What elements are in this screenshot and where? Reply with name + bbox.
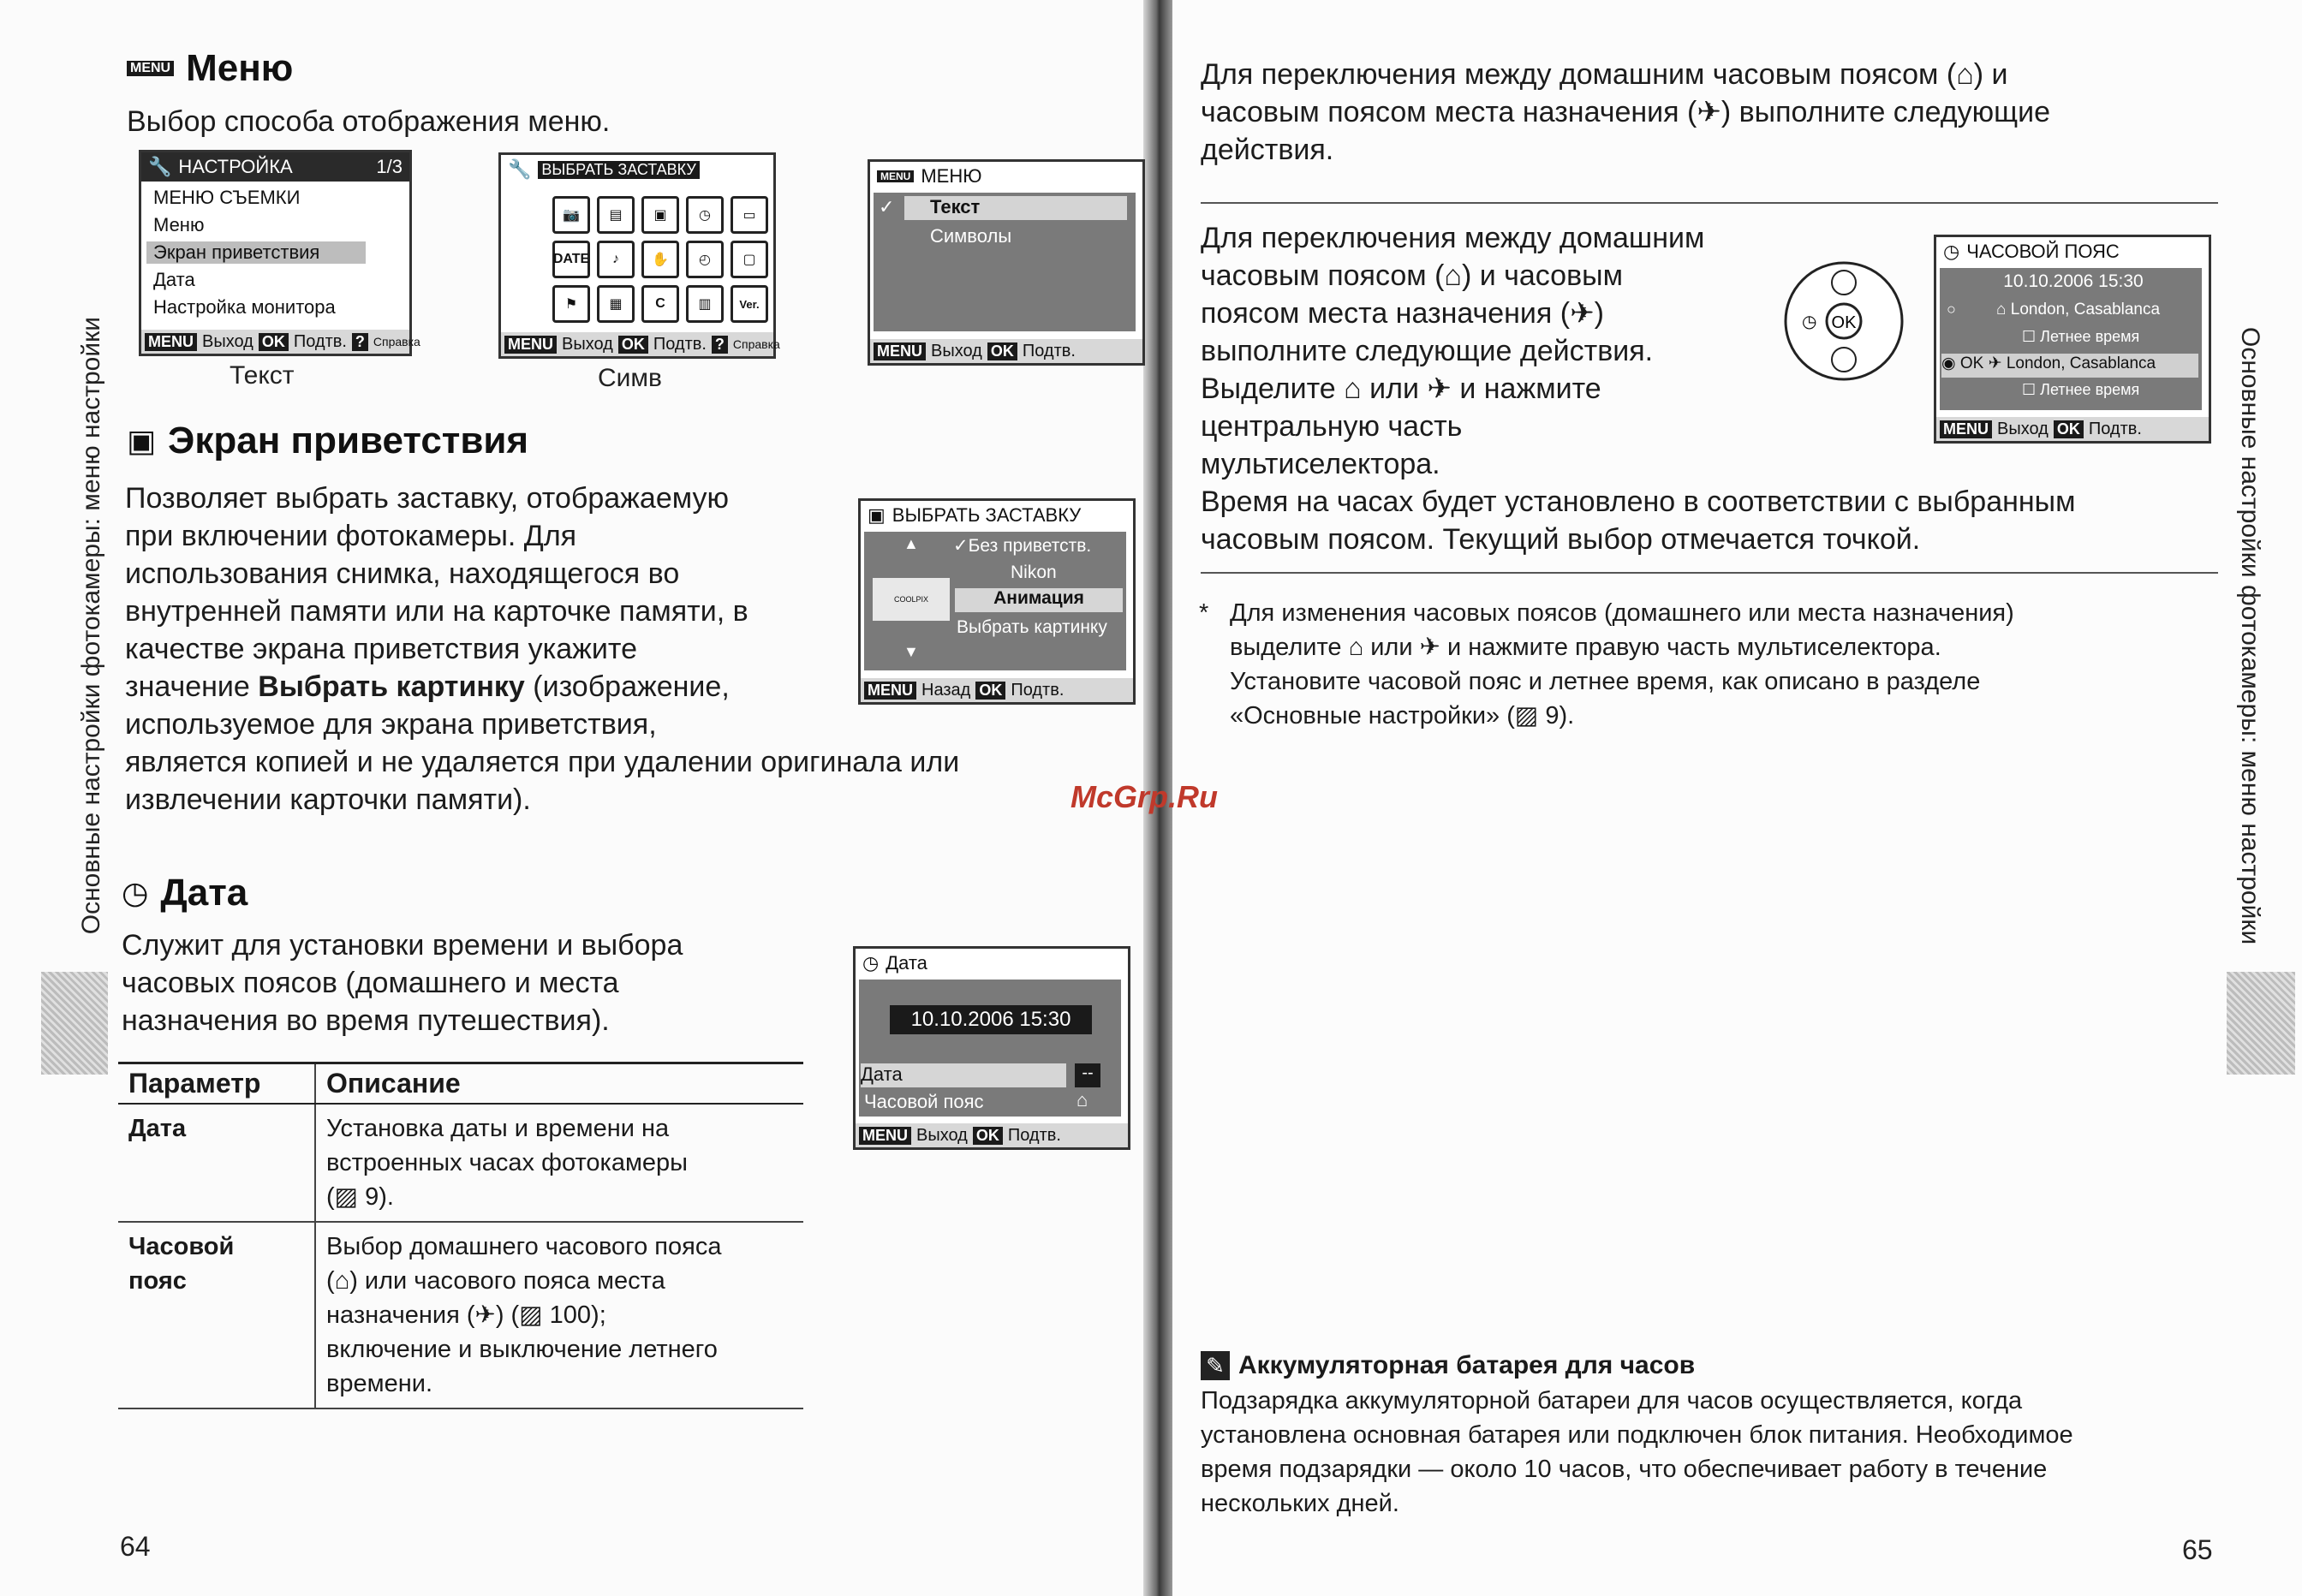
svg-text:◷: ◷ bbox=[1802, 311, 1817, 331]
date-heading bbox=[122, 872, 247, 914]
desc-line: встроенных часах фотокамеры bbox=[326, 1149, 689, 1176]
dst-label: Летнее время bbox=[2040, 381, 2140, 398]
menu-icon: MENU bbox=[877, 170, 914, 182]
table-row bbox=[118, 1222, 803, 1408]
home-icon: ⌂ bbox=[1956, 58, 1974, 91]
home-icon: ⌂ bbox=[334, 1267, 350, 1295]
page-number-right: 65 bbox=[2182, 1534, 2213, 1565]
version-icon: Ver. bbox=[731, 285, 768, 323]
footer-text: Выход bbox=[562, 334, 613, 354]
desc-line: (⌂) или часового пояса места bbox=[326, 1267, 665, 1295]
wrench-icon: 🔧 bbox=[148, 156, 172, 177]
watermark: McGrp.Ru bbox=[1070, 779, 1219, 814]
tz-home-label: London, Casablanca bbox=[2010, 301, 2161, 319]
text-line: время подзарядки — около 10 часов, что обеспечивает работу в течение bbox=[1201, 1456, 2048, 1483]
footer-text: Назад bbox=[921, 680, 971, 700]
page-ref-icon: ▨ bbox=[1514, 702, 1539, 730]
home-icon: ⌂ bbox=[1076, 1089, 1088, 1111]
tz-dest-label: London, Casablanca bbox=[2006, 354, 2156, 372]
footer-text: Выход bbox=[916, 1125, 968, 1145]
time-zone-screen bbox=[1934, 235, 2211, 444]
ok-button-tag: OK bbox=[973, 1127, 1003, 1145]
tz-dst: ☐ Летнее время bbox=[2022, 328, 2140, 345]
desc-line: назначения (✈) (▨ 100); bbox=[326, 1301, 606, 1329]
date-screen-header: Дата bbox=[886, 952, 927, 974]
screen1-item: Дата bbox=[153, 269, 195, 290]
text-line: при включении фотокамеры. Для bbox=[125, 520, 577, 552]
text-fragment: значение bbox=[125, 670, 259, 703]
param-line: Часовой bbox=[128, 1233, 235, 1260]
ok-button-tag: OK bbox=[987, 342, 1017, 360]
footer-text: Подтв. bbox=[293, 331, 347, 351]
flag-icon: ⚑ bbox=[552, 285, 590, 323]
pencil-icon: ✎ bbox=[1201, 1351, 1230, 1380]
screen3-item: Текст bbox=[930, 196, 981, 217]
welcome-option: Выбрать картинку bbox=[957, 617, 1107, 637]
checkmark-icon: ✓ bbox=[879, 196, 895, 217]
plane-icon: ✈ bbox=[1419, 634, 1440, 661]
video-icon: ▥ bbox=[686, 285, 724, 323]
desc-line: (▨ 9). bbox=[326, 1183, 394, 1211]
text-fragment: (изображение, bbox=[524, 670, 730, 703]
text-line: выделите ⌂ или ✈ и нажмите правую часть мультиселектора. bbox=[1230, 634, 1941, 661]
wrench-icon: 🔧 bbox=[508, 158, 532, 180]
option-label: Без приветств. bbox=[968, 536, 1092, 556]
screen4-header: ВЫБРАТЬ ЗАСТАВКУ bbox=[892, 504, 1082, 526]
up-arrow-icon: ▲ bbox=[904, 535, 919, 552]
footer-text: Справка bbox=[732, 337, 780, 351]
date-value: 10.10.2006 15:30 bbox=[890, 1005, 1092, 1034]
clock-icon: ◷ bbox=[862, 952, 880, 974]
table-header: Параметр bbox=[118, 1063, 315, 1105]
date-screen bbox=[853, 946, 1130, 1150]
text-line: поясом места назначения (✈) bbox=[1201, 297, 1604, 330]
select-welcome-screen bbox=[858, 498, 1136, 705]
text-line: центральную часть bbox=[1201, 410, 1463, 443]
home-icon: ⌂ bbox=[1348, 634, 1364, 661]
left-side-tab bbox=[41, 972, 108, 1075]
menu-desc: Выбор способа отображения меню. bbox=[127, 105, 611, 138]
plane-icon: ✈ bbox=[1427, 372, 1452, 405]
menu-button-tag: MENU bbox=[504, 336, 557, 354]
page-ref-icon: ▨ bbox=[519, 1301, 543, 1329]
text-line: Установите часовой пояс и летнее время, как описано в разделе bbox=[1230, 668, 1981, 695]
radio-off-icon: ○ bbox=[1947, 301, 1956, 318]
text-line: установлена основная батарея или подключен блок питания. Необходимое bbox=[1201, 1421, 2073, 1449]
welcome-icon: ▣ bbox=[641, 196, 679, 234]
icon-menu-screen bbox=[498, 152, 780, 359]
monitor-icon: ▭ bbox=[731, 196, 768, 234]
timer-icon: ◴ bbox=[686, 241, 724, 278]
divider bbox=[1201, 572, 2218, 574]
text-line: * Для изменения часовых поясов (домашнего или места назначения) bbox=[1199, 599, 2014, 627]
param-line: пояс bbox=[128, 1267, 187, 1295]
tz-home bbox=[1996, 301, 2160, 319]
date-text bbox=[122, 926, 683, 1039]
table-header: Описание bbox=[315, 1063, 803, 1105]
multi-selector-icon bbox=[1780, 257, 1908, 385]
tz-dst: ☐ Летнее время bbox=[2022, 381, 2140, 398]
home-icon: ⌂ bbox=[1996, 301, 2007, 319]
clock-icon: ◷ bbox=[122, 875, 149, 910]
menu-button-tag: MENU bbox=[145, 333, 197, 351]
plane-icon: ✈ bbox=[1988, 354, 2002, 372]
screen1-header: НАСТРОЙКА bbox=[178, 156, 293, 177]
text-line: часовым поясом. Текущий выбор отмечается точкой. bbox=[1201, 523, 1921, 556]
footer-text: Подтв. bbox=[1022, 341, 1076, 360]
format-icon: ▦ bbox=[597, 285, 635, 323]
intro-text bbox=[1201, 56, 2050, 169]
tz-datetime: 10.10.2006 15:30 bbox=[2003, 271, 2144, 291]
menu-icon: ▤ bbox=[597, 196, 635, 234]
language-icon: C bbox=[641, 285, 679, 323]
clock-icon: ◷ bbox=[686, 196, 724, 234]
desc-line: времени. bbox=[326, 1370, 433, 1397]
text-line: назначения во время путешествия). bbox=[122, 1004, 610, 1037]
tz-dest-selected: ◉ OK ✈ London, Casablanca bbox=[1941, 354, 2198, 378]
ok-button-tag: OK bbox=[618, 336, 648, 354]
footer-text: Подтв. bbox=[653, 334, 707, 354]
note-text bbox=[1201, 1384, 2073, 1521]
screen1-caption: Текст bbox=[230, 361, 295, 390]
result-text bbox=[1201, 483, 2076, 558]
text-line: Время на часах будет установлено в соответствии с выбранным bbox=[1201, 485, 2076, 518]
text-line: «Основные настройки» (▨ 9). bbox=[1230, 702, 1575, 730]
plane-icon: ✈ bbox=[1697, 96, 1721, 128]
screen1-item: Меню bbox=[153, 214, 205, 235]
menu-button-tag: MENU bbox=[874, 342, 926, 360]
home-icon: ⌂ bbox=[1344, 372, 1362, 405]
help-button-tag: ? bbox=[712, 336, 728, 354]
left-side-label: Основные настройки фотокамеры: меню настройки bbox=[77, 317, 105, 935]
menu-heading bbox=[127, 47, 293, 90]
menu-title: Меню bbox=[186, 47, 294, 89]
text-line: использования снимка, находящегося во bbox=[125, 557, 680, 590]
footer-text: Выход bbox=[931, 341, 982, 360]
camera-icon: 📷 bbox=[552, 196, 590, 234]
bold-option: Выбрать картинку bbox=[258, 670, 525, 703]
text-line: извлечении карточки памяти). bbox=[125, 783, 531, 816]
welcome-heading bbox=[127, 420, 528, 462]
dst-label: Летнее время bbox=[2040, 328, 2140, 345]
frame-icon: ▢ bbox=[731, 241, 768, 278]
menu-button-tag: MENU bbox=[864, 682, 916, 700]
desc-line: Установка даты и времени на bbox=[326, 1115, 670, 1142]
screen1-item-selected: Экран приветствия bbox=[146, 241, 366, 264]
footer-text: Подтв. bbox=[1011, 680, 1065, 700]
thumbnail: COOLPIX bbox=[873, 578, 950, 621]
date-title: Дата bbox=[160, 872, 248, 914]
note-title: Аккумуляторная батарея для часов bbox=[1238, 1351, 1696, 1379]
table-header-row bbox=[118, 1063, 803, 1105]
welcome-option-selected: Анимация bbox=[955, 588, 1123, 612]
ok-button-tag: OK bbox=[975, 682, 1005, 700]
text-line: выполните следующие действия. bbox=[1201, 335, 1654, 367]
right-side-label: Основные настройки фотокамеры: меню настройки bbox=[2236, 327, 2264, 945]
desc-line: включение и выключение летнего bbox=[326, 1336, 718, 1363]
plane-icon: ✈ bbox=[1570, 297, 1595, 330]
date-item-value: -- bbox=[1075, 1063, 1100, 1087]
right-side-tab bbox=[2227, 972, 2295, 1075]
text-line: мультиселектора. bbox=[1201, 448, 1440, 480]
screen1-item: Настройка монитора bbox=[153, 296, 336, 318]
text-line: часовых поясов (домашнего и места bbox=[122, 967, 619, 999]
footer-text: Подтв. bbox=[2088, 419, 2142, 438]
setup-menu-screen bbox=[139, 150, 420, 356]
screen1-item: МЕНЮ СЪЕМКИ bbox=[153, 187, 301, 208]
hand-icon: ✋ bbox=[641, 241, 679, 278]
ok-button-tag: OK bbox=[259, 333, 289, 351]
screen2-caption: Симв bbox=[598, 364, 662, 392]
table-cell-desc bbox=[315, 1222, 803, 1408]
tz-screen-header: ЧАСОВОЙ ПОЯС bbox=[1966, 241, 2120, 262]
screen2-header: ВЫБРАТЬ ЗАСТАВКУ bbox=[538, 161, 699, 179]
date-icon: DATE bbox=[552, 241, 590, 278]
footer-text: Выход bbox=[1997, 419, 2049, 438]
page-ref-icon: ▨ bbox=[334, 1183, 359, 1211]
text-line: Позволяет выбрать заставку, отображаемую bbox=[125, 482, 730, 515]
footer-text: Справка bbox=[373, 335, 420, 348]
screen3-item-selected bbox=[904, 196, 1127, 220]
table-row bbox=[118, 1104, 803, 1222]
welcome-option-checked: ✓Без приветств. bbox=[953, 536, 1092, 556]
parameter-table bbox=[118, 1062, 803, 1409]
text-line: используемое для экрана приветствия, bbox=[125, 708, 657, 741]
radio-on-icon: ◉ bbox=[1941, 354, 1956, 372]
menu-icon: MENU bbox=[127, 61, 174, 76]
welcome-title: Экран приветствия bbox=[168, 420, 529, 462]
table-cell-param: Дата bbox=[118, 1104, 315, 1222]
plane-icon: ✈ bbox=[474, 1301, 496, 1329]
desc-line: Выбор домашнего часового пояса bbox=[326, 1233, 722, 1260]
menu-button-tag: MENU bbox=[1940, 420, 1992, 438]
home-icon: ⌂ bbox=[1444, 259, 1462, 292]
ok-button-tag: OK bbox=[2054, 420, 2084, 438]
text-line: Подзарядка аккумуляторной батареи для часов осуществляется, когда bbox=[1201, 1387, 2023, 1414]
menu-button-tag: MENU bbox=[859, 1127, 911, 1145]
text-line: действия. bbox=[1201, 134, 1334, 166]
sound-icon: ♪ bbox=[597, 241, 635, 278]
text-line: Служит для установки времени и выбора bbox=[122, 929, 683, 962]
table-cell-desc bbox=[315, 1104, 803, 1222]
help-button-tag: ? bbox=[352, 333, 368, 351]
welcome-screen-icon: ▣ bbox=[127, 423, 157, 458]
welcome-screen-icon: ▣ bbox=[868, 504, 886, 526]
screen3-item: Символы bbox=[930, 225, 1012, 247]
footer-text: Выход bbox=[202, 331, 253, 351]
text-line: является копией и не удаляется при удалении оригинала или bbox=[125, 746, 960, 778]
down-arrow-icon: ▼ bbox=[904, 643, 919, 660]
text-line: качестве экрана приветствия укажите bbox=[125, 633, 638, 665]
text-line: Для переключения между домашним часовым поясом (⌂) и bbox=[1201, 58, 2008, 91]
date-item: Часовой пояс bbox=[864, 1091, 984, 1112]
date-item-selected: Дата bbox=[861, 1063, 1066, 1087]
text-line: нескольких дней. bbox=[1201, 1490, 1399, 1517]
text-line: часовым поясом места назначения (✈) выполните следующие bbox=[1201, 96, 2051, 128]
note-heading bbox=[1201, 1351, 1695, 1380]
svg-text:OK: OK bbox=[1831, 313, 1857, 332]
clock-icon: ◷ bbox=[1943, 241, 1960, 262]
table-cell-param bbox=[118, 1222, 315, 1408]
steps-text bbox=[1201, 219, 1704, 483]
menu-style-screen bbox=[868, 159, 1145, 366]
screen1-page: 1/3 bbox=[376, 156, 403, 177]
text-line: часовым поясом (⌂) и часовым bbox=[1201, 259, 1623, 292]
screen3-header: МЕНЮ bbox=[921, 165, 982, 187]
footnote bbox=[1199, 596, 2014, 733]
page-number-left: 64 bbox=[120, 1531, 151, 1562]
text-line: Выделите ⌂ или ✈ и нажмите bbox=[1201, 372, 1601, 405]
divider bbox=[1201, 202, 2218, 204]
text-line: Для переключения между домашним bbox=[1201, 222, 1705, 254]
text-line: внутренней памяти или на карточке памяти, в bbox=[125, 595, 748, 628]
welcome-option: Nikon bbox=[1011, 563, 1057, 582]
footer-text: Подтв. bbox=[1007, 1125, 1061, 1145]
